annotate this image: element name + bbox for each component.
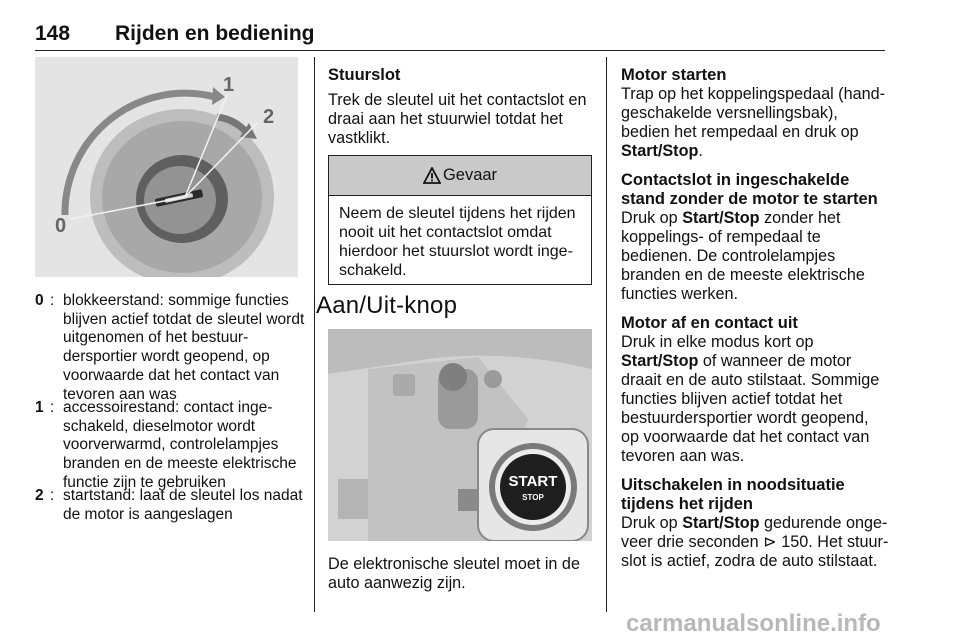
lock-position-2-label: 2: [263, 106, 275, 128]
danger-box: [328, 155, 592, 285]
arrow-reference-icon[interactable]: ⊳: [763, 533, 777, 551]
column-divider: [314, 57, 315, 612]
danger-text: Neem de sleutel tijdens het rijden nooit uit het contactslot omdat hierdoor het stuurslot wordt ingeschakeld.: [339, 205, 576, 279]
motor-starten-text: Trap op het koppelingspedaal (handgeschakelde versnellingsbak), bedien het rempedaal en druk op Start/Stop.: [621, 85, 885, 160]
stop-label: STOP: [522, 493, 544, 502]
lock-position-1-label: 1: [223, 74, 235, 96]
danger-header: [329, 156, 591, 196]
lock-position-0-label: 0: [55, 215, 67, 237]
legend-separator: :: [50, 292, 55, 309]
legend-text: blokkeerstand: sommige functies blijven actief totdat de sleutel wordt uitgenomen of het bestuurdersportier wordt geopend, op voorwaarde dat het contact van tevoren aan was: [63, 292, 305, 403]
legend-item: [35, 399, 305, 493]
section-text: Trek de sleutel uit het contactslot en draai aan het stuurwiel totdat het vastklikt.: [328, 91, 587, 147]
legend-text: accessoirestand: contact ingeschakeld, dieselmotor wordt voorverwarmd, controlelampjes branden en de meeste elektrische functie zijn te gebruiken: [63, 399, 297, 491]
stuurslot-section: [328, 66, 593, 148]
contactslot-text: Druk op Start/Stop zonder het koppelings- of rempedaal te bedienen. De controlelampjes branden en de meeste elektrische functies werken.: [621, 209, 865, 303]
legend-separator: :: [50, 487, 55, 504]
page-reference-link[interactable]: 150: [781, 533, 809, 551]
start-stop-figure: [328, 329, 592, 541]
watermark: carmanualsonline.info: [626, 610, 881, 637]
noodsituatie-text: Druk op Start/Stop gedurende ongeveer drie seconden ⊳ 150. Het stuurslot is actief, zodra de auto stilstaat.: [621, 514, 889, 570]
contactslot-heading: Contactslot in ingeschakelde stand zonder de motor te starten: [621, 171, 878, 208]
motor-af-heading: Motor af en contact uit: [621, 314, 798, 332]
legend-item: [35, 292, 305, 403]
page-number: 148: [35, 22, 71, 45]
legend-key: 0: [35, 292, 44, 309]
motor-starten-heading: Motor starten: [621, 66, 727, 84]
section-title-aan-uit: Aan/Uit-knop: [316, 292, 458, 319]
page-header: [35, 22, 885, 51]
ignition-lock-figure: [35, 57, 298, 277]
figure-caption: De elektronische sleutel moet in de auto aanwezig zijn.: [328, 555, 580, 592]
section-heading: Stuurslot: [328, 66, 401, 84]
motor-af-text: Druk in elke modus kort op Start/Stop of wanneer de motor draait en de auto stilstaat. Sommige functies blijven actief totdat het bestuurdersportier wordt geopend, op voorwaarde dat het contact van tevoren aan was.: [621, 333, 880, 465]
start-label: START: [508, 473, 558, 490]
danger-title: Gevaar: [442, 166, 498, 184]
page-title: Rijden en bediening: [115, 22, 315, 45]
right-column: [621, 66, 889, 571]
legend-item: [35, 487, 305, 527]
column-divider: [606, 57, 607, 612]
noodsituatie-heading: Uitschakelen in noodsituatie tijdens het rijden: [621, 476, 845, 513]
warning-triangle-icon: [423, 167, 441, 184]
legend-key: 1: [35, 399, 44, 416]
legend-separator: :: [50, 399, 55, 416]
legend-text: startstand: laat de sleutel los nadat de motor is aangeslagen: [63, 487, 303, 523]
legend-key: 2: [35, 487, 44, 504]
